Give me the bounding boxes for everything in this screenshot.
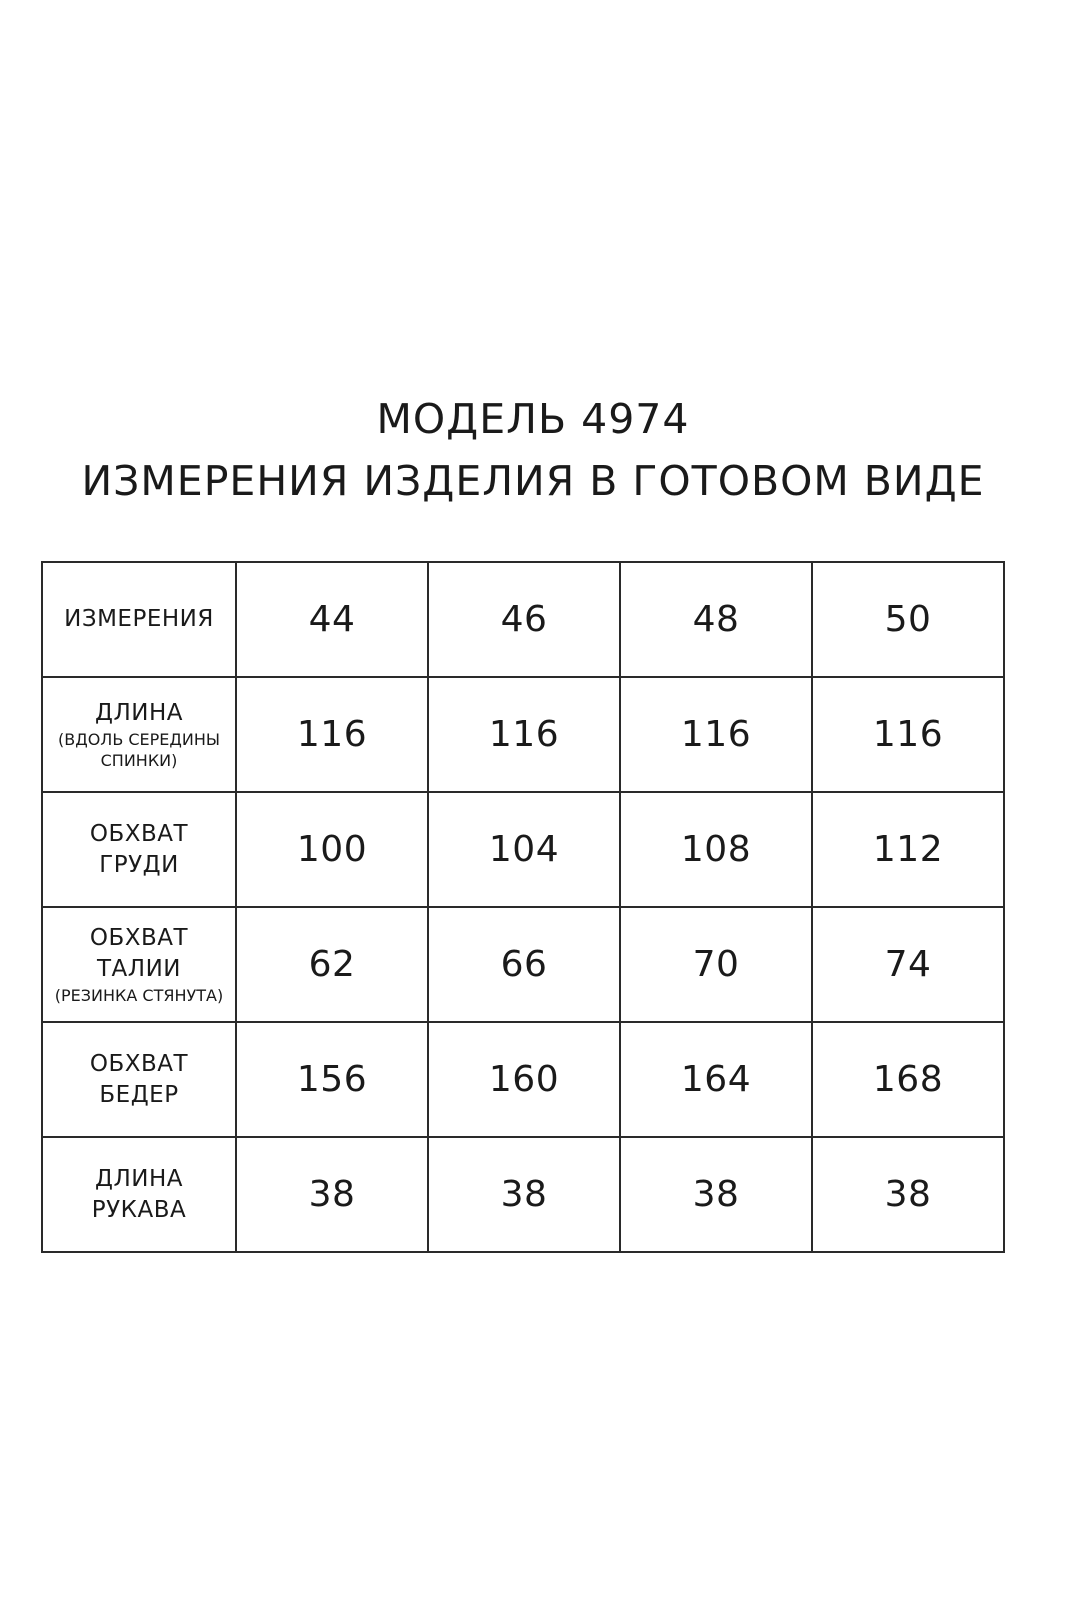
measurement-value: 156	[296, 1059, 368, 1100]
value-cell	[236, 907, 428, 1022]
table-row	[42, 677, 1004, 792]
row-label-cell	[42, 1022, 236, 1137]
row-label-cell	[42, 907, 236, 1022]
value-cell	[236, 1137, 428, 1252]
row-note: (РЕЗИНКА СТЯНУТА)	[54, 986, 224, 1005]
row-label: ДЛИНА	[95, 700, 183, 726]
measurement-value: 70	[692, 944, 740, 985]
measurement-value: 116	[872, 714, 944, 755]
row-label: ОБХВАТ	[89, 1050, 189, 1077]
value-cell	[620, 907, 812, 1022]
value-cell	[236, 1022, 428, 1137]
row-label: БЕДЕР	[99, 1081, 179, 1108]
size-header-cell	[236, 562, 428, 677]
row-label: ГРУДИ	[99, 851, 179, 878]
value-cell	[812, 677, 1004, 792]
measurement-value: 38	[692, 1174, 740, 1215]
size-table	[41, 561, 1005, 1253]
value-cell	[812, 1137, 1004, 1252]
table-row	[42, 1022, 1004, 1137]
row-note: СПИНКИ)	[100, 751, 178, 770]
measurement-value: 100	[296, 829, 368, 870]
row-note: (ВДОЛЬ СЕРЕДИНЫ	[57, 730, 221, 749]
value-cell	[620, 792, 812, 907]
row-label: ОБХВАТ	[89, 925, 189, 951]
value-cell	[620, 1137, 812, 1252]
value-cell	[812, 907, 1004, 1022]
value-cell	[428, 1137, 620, 1252]
value-cell	[428, 677, 620, 792]
model-title: МОДЕЛЬ 4974	[376, 395, 690, 443]
measurement-value: 74	[884, 944, 932, 985]
table-row	[42, 907, 1004, 1022]
size-header-cell	[620, 562, 812, 677]
value-cell	[428, 907, 620, 1022]
title-block	[0, 388, 1066, 512]
row-label: ОБХВАТ	[89, 820, 189, 847]
value-cell	[236, 677, 428, 792]
value-cell	[236, 792, 428, 907]
value-cell	[428, 1022, 620, 1137]
table-row	[42, 1137, 1004, 1252]
measurement-value: 160	[488, 1059, 560, 1100]
row-label-cell	[42, 1137, 236, 1252]
measurement-value: 116	[296, 714, 368, 755]
measurement-value: 38	[308, 1174, 356, 1215]
value-cell	[812, 1022, 1004, 1137]
header-label-cell	[42, 562, 236, 677]
size-header: 46	[500, 599, 548, 640]
measurement-value: 66	[500, 944, 548, 985]
value-cell	[428, 792, 620, 907]
measurement-value: 116	[488, 714, 560, 755]
measurement-value: 168	[872, 1059, 944, 1100]
measurement-value: 112	[872, 829, 944, 870]
size-header: 44	[308, 599, 356, 640]
measurement-value: 38	[884, 1174, 932, 1215]
row-label-cell	[42, 792, 236, 907]
header-label: ИЗМЕРЕНИЯ	[64, 606, 214, 632]
size-header: 48	[692, 599, 740, 640]
measurement-value: 38	[500, 1174, 548, 1215]
measurement-value: 108	[680, 829, 752, 870]
measurement-value: 62	[308, 944, 356, 985]
value-cell	[620, 677, 812, 792]
page-subtitle: ИЗМЕРЕНИЯ ИЗДЕЛИЯ В ГОТОВОМ ВИДЕ	[81, 457, 985, 505]
value-cell	[812, 792, 1004, 907]
size-header-cell	[812, 562, 1004, 677]
measurement-value: 104	[488, 829, 560, 870]
size-header: 50	[884, 599, 932, 640]
row-label-cell	[42, 677, 236, 792]
measurement-value: 164	[680, 1059, 752, 1100]
table-row	[42, 792, 1004, 907]
row-label: ТАЛИИ	[97, 956, 181, 982]
table-header-row	[42, 562, 1004, 677]
size-header-cell	[428, 562, 620, 677]
row-label: ДЛИНА	[95, 1165, 183, 1192]
row-label: РУКАВА	[91, 1196, 187, 1223]
value-cell	[620, 1022, 812, 1137]
measurement-value: 116	[680, 714, 752, 755]
